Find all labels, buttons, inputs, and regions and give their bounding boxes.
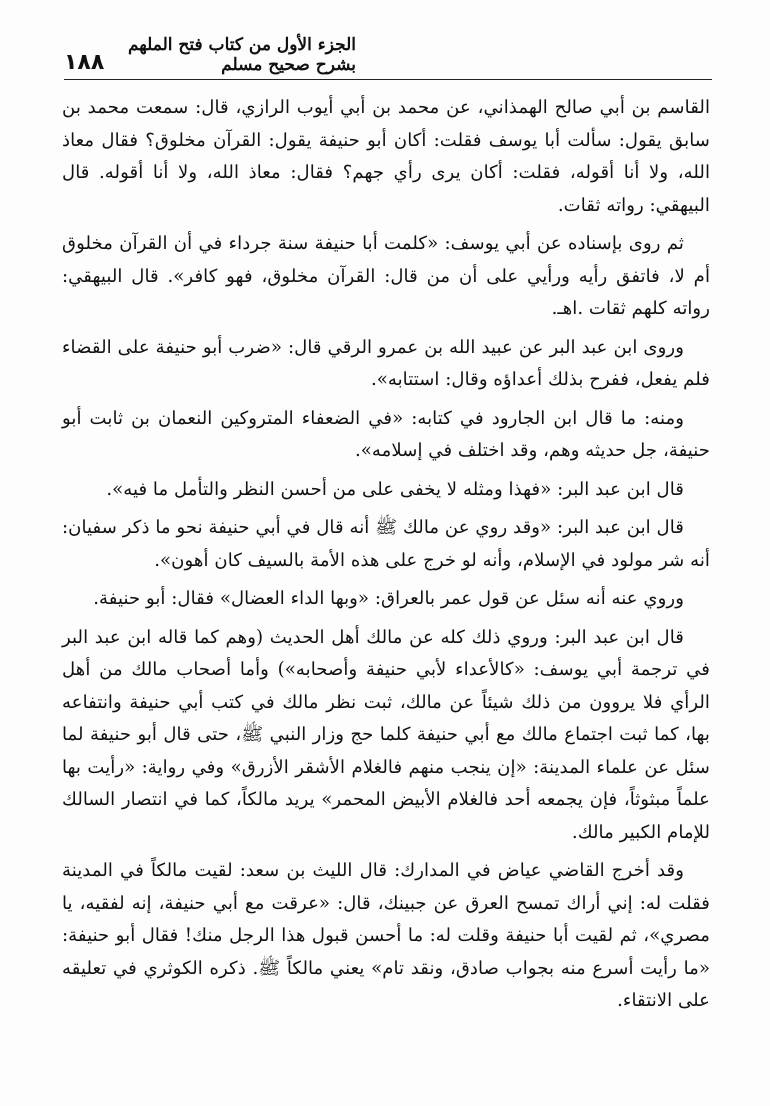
paragraph-8: قال ابن عبد البر: وروي ذلك كله عن مالك أهل الحديث (وهم كما قاله ابن عبد البر في ترجمة أبي يوسف: «كالأعداء لأبي حنيفة وأصحابه») وأما أصحاب مالك من أهل الرأي فلا يروون من ذلك شيئاً عن مالك، ثبت نظر مالك في كتب أبي حنيفة وانتفاعه بها، كما ثبت اجتماع مالك مع أبي حنيفة كلما حج وزار النبي ﷺ، حتى قال أبو حنيفة لما سئل عن علماء المدينة: «إن ينجب منهم فالغلام الأشقر الأزرق» وفي رواية: «رأيت بها علماً مبثوثاً، فإن يجمعه أحد فالغلام الأبيض المحمر» يريد مالكاً، كما في انتصار السالك للإمام الكبير مالك. <box>62 626 710 843</box>
text-body <box>62 92 710 1106</box>
paragraph-4: ومنه: ما قال ابن الجارود في كتابه: «في الضعفاء المتروكين النعمان بن ثابت أبو حنيفة، جل حديثه وهم، وقد اختلف في إسلامه». <box>62 407 710 461</box>
paragraph-9: وقد أخرج القاضي عياض في المدارك: قال الليث بن سعد: لقيت مالكاً في المدينة فقلت له: إني أراك تمسح العرق عن جبينك، قال: «عرقت مع أبي حنيفة، إنه لفقيه، يا مصري»، ثم لقيت أبا حنيفة وقلت له: ما أحسن قبول هذا الرجل منك! فقال أبو حنيفة: «ما رأيت أسرع منه بجواب صادق، ونقد تام» يعني مالكاً ﷺ. ذكره الكوثري في تعليقه على الانتقاء. <box>62 860 710 1011</box>
paragraph-2: ثم روى بإسناده عن أبي يوسف: «كلمت أبا حنيفة سنة جرداء في أن القرآن مخلوق أم لا، فاتفق رأيه ورأيي على أن من قال: القرآن مخلوق، فهو كافر». قال البيهقي: رواته كلهم ثقات .اهـ. <box>62 233 710 319</box>
running-title: الجزء الأول من كتاب فتح الملهم بشرح صحيح مسلم <box>127 35 356 75</box>
paragraph-7: وروي عنه أنه سئل عن قول عمر بالعراق: «وبها الداء العضال» فقال: أبو حنيفة. <box>93 588 684 609</box>
paragraph-3: وروى ابن عبد البر عن عبيد الله بن عمرو الرقي قال: «ضرب أبو حنيفة على القضاء فلم يفعل، ففرح بذلك أعداؤه وقال: استتابه». <box>62 336 710 390</box>
paragraph-6: قال ابن عبد البر: «وقد روي عن مالك ﷺ أنه قال في أبي حنيفة نحو ما ذكر سفيان: أنه شر مولود في الإسلام، وأنه لو خرج على هذه الأمة بالسيف كان أهون». <box>62 517 710 571</box>
paragraph-1: القاسم بن أبي صالح الهمذاني، عن محمد بن أبي أيوب الرازي، قال: سمعت محمد بن سابق يقول: سألت أبا يوسف فقلت: أكان أبو حنيفة يقول: القرآن مخلوق؟ فقال معاذ الله، ولا أنا أقوله، فقلت: أكان يرى رأي جهم؟ فقال: معاذ الله، ولا أنا أقوله. قال البيهقي: رواته ثقات. <box>62 97 710 216</box>
running-header <box>64 36 712 80</box>
paragraph-5: قال ابن عبد البر: «فهذا ومثله لا يخفى على من أحسن النظر والتأمل ما فيه». <box>106 478 684 500</box>
page-number: ١٨٨ <box>64 50 105 75</box>
